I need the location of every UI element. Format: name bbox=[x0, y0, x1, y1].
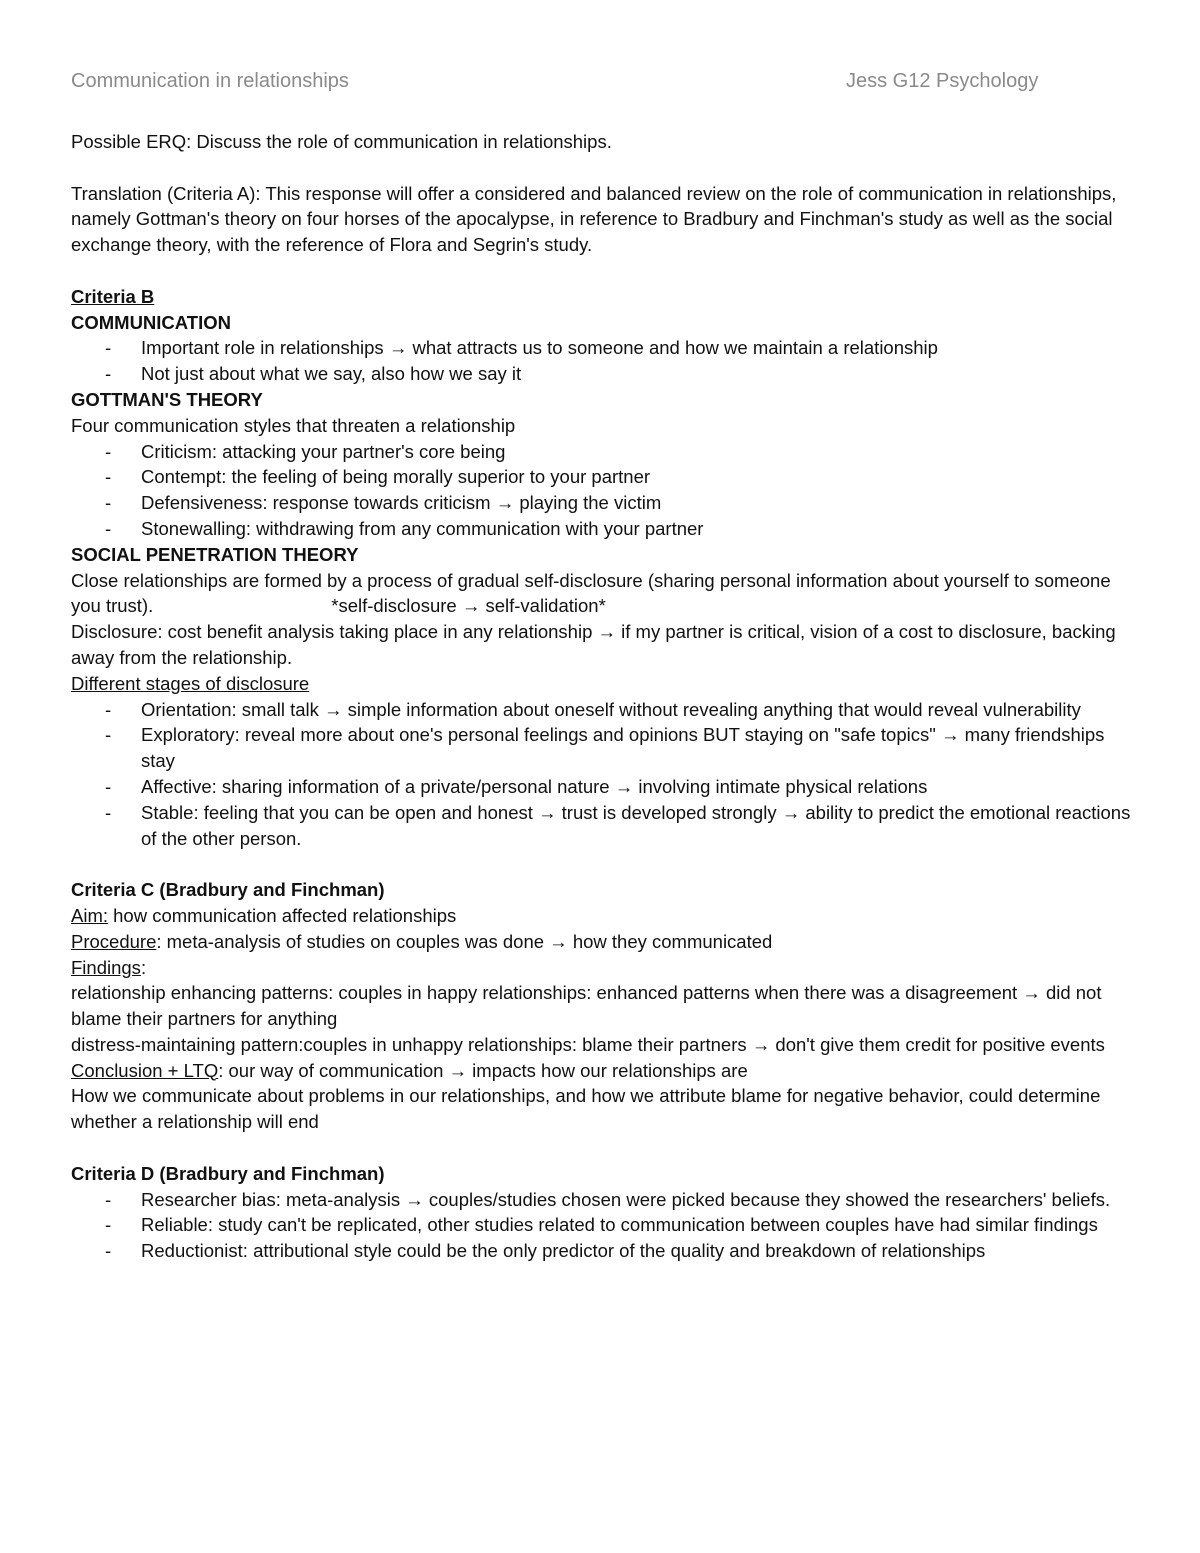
conclusion-label: Conclusion + LTQ bbox=[71, 1059, 219, 1081]
finding-distress: distress-maintaining pattern:couples in unhappy relationships: blame their partners → don't give them credit for positive events bbox=[71, 1033, 1105, 1055]
spt-note: *self-disclosure → self-validation* bbox=[331, 595, 606, 617]
procedure-label: Procedure bbox=[71, 930, 157, 952]
list-item: - Exploratory: reveal more about one's personal feelings and opinions BUT staying on "safe topics" → many friendships stay bbox=[71, 722, 1131, 774]
disclosure-paragraph: Disclosure: cost benefit analysis taking place in any relationship → if my partner is critical, vision of a cost to disclosure, backing away from the relationship. bbox=[71, 621, 1116, 668]
list-item: - Criticism: attacking your partner's core being bbox=[71, 439, 1131, 465]
document-title: Communication in relationships bbox=[71, 70, 349, 92]
criteria-d-heading: Criteria D (Bradbury and Finchman) bbox=[71, 1162, 385, 1184]
procedure-text: : meta-analysis of studies on couples was done → how they communicated bbox=[156, 930, 773, 952]
document-body bbox=[71, 129, 1131, 1264]
findings-label: Findings bbox=[71, 956, 141, 978]
list-item: - Not just about what we say, also how we say it bbox=[71, 361, 1131, 387]
document-author: Jess G12 Psychology bbox=[846, 70, 1039, 92]
list-item: - Defensiveness: response towards criticism → playing the victim bbox=[71, 490, 1131, 516]
page-header bbox=[71, 70, 1131, 96]
list-item: - Stonewalling: withdrawing from any communication with your partner bbox=[71, 516, 1131, 542]
list-item: - Reliable: study can't be replicated, other studies related to communication between couples have had similar findings bbox=[71, 1212, 1131, 1238]
list-item: - Researcher bias: meta-analysis → couples/studies chosen were picked because they showed the researchers' beliefs. bbox=[71, 1187, 1131, 1213]
aim-line bbox=[71, 903, 1131, 929]
finding-enhancing: relationship enhancing patterns: couples in happy relationships: enhanced patterns when there was a disagreement → did not blame their partners for anything bbox=[71, 982, 1102, 1030]
aim-label: Aim: bbox=[71, 904, 108, 926]
communication-list bbox=[71, 335, 1131, 387]
spt-definition: Close relationships are formed by a process of gradual self-disclosure (sharing personal information about yourself to someone you trust). bbox=[71, 569, 1111, 617]
findings-colon: : bbox=[140, 956, 147, 978]
findings-line bbox=[71, 955, 1131, 981]
stages-list bbox=[71, 697, 1131, 852]
list-item: - Stable: feeling that you can be open and honest → trust is developed strongly → ability to predict the emotional reactions of the other person. bbox=[71, 800, 1131, 852]
conclusion-text: : our way of communication → impacts how our relationships are bbox=[218, 1059, 748, 1081]
list-item: - Important role in relationships → what attracts us to someone and how we maintain a relationship bbox=[71, 335, 1131, 361]
translation-paragraph: Translation (Criteria A): This response will offer a considered and balanced review on the role of communication in relationships, namely Gottman's theory on four horses of the apocalypse, in reference to Bradbury and Finchman's study as well as the social exchange theory, with the reference of Flora and Segrin's study. bbox=[71, 182, 1117, 256]
erq-question: Possible ERQ: Discuss the role of communication in relationships. bbox=[71, 131, 612, 152]
list-item: - Affective: sharing information of a private/personal nature → involving intimate physical relations bbox=[71, 774, 1131, 800]
gottman-intro: Four communication styles that threaten a relationship bbox=[71, 414, 516, 436]
criteria-b-heading: Criteria B bbox=[71, 285, 155, 307]
aim-text: how communication affected relationships bbox=[108, 904, 457, 926]
conclusion-paragraph: How we communicate about problems in our relationships, and how we attribute blame for negative behavior, could determine whether a relationship will end bbox=[71, 1085, 1101, 1133]
stages-heading: Different stages of disclosure bbox=[71, 672, 310, 694]
document-page bbox=[71, 70, 1131, 1264]
gottman-list bbox=[71, 439, 1131, 542]
procedure-line bbox=[71, 929, 1131, 955]
list-item: - Reductionist: attributional style could be the only predictor of the quality and breakdown of relationships bbox=[71, 1238, 1131, 1264]
evaluation-list bbox=[71, 1187, 1131, 1264]
list-item: - Orientation: small talk → simple information about oneself without revealing anything that would reveal vulnerability bbox=[71, 697, 1131, 723]
spt-paragraph bbox=[71, 568, 1131, 620]
conclusion-line bbox=[71, 1058, 1131, 1084]
list-item: - Contempt: the feeling of being morally superior to your partner bbox=[71, 464, 1131, 490]
spt-heading: SOCIAL PENETRATION THEORY bbox=[71, 543, 359, 565]
communication-heading: COMMUNICATION bbox=[71, 311, 231, 333]
criteria-c-heading: Criteria C (Bradbury and Finchman) bbox=[71, 879, 385, 901]
gottman-heading: GOTTMAN'S THEORY bbox=[71, 388, 263, 410]
